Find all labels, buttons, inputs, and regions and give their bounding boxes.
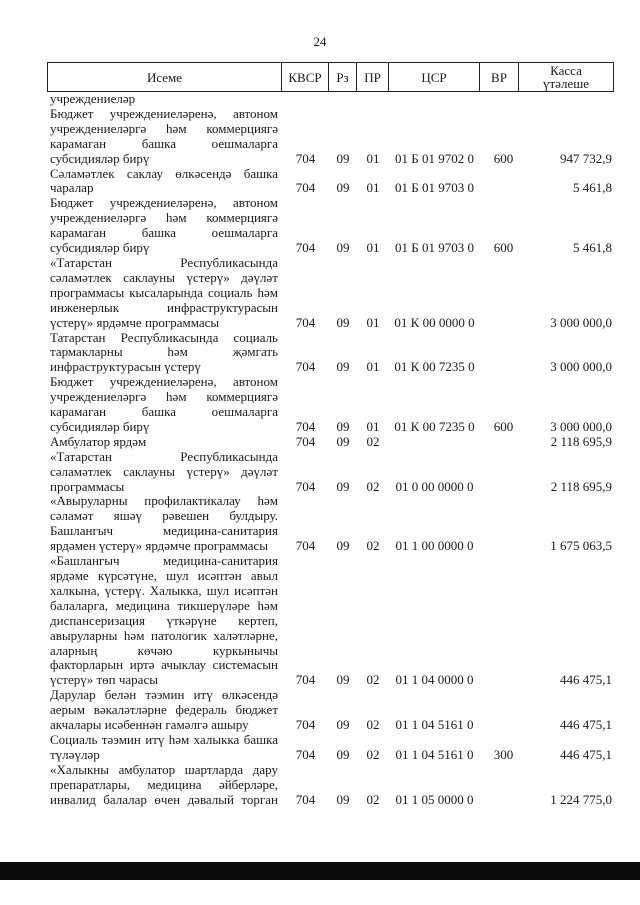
name-line: акчалары исәбеннән гамәлгә ашыру — [50, 717, 249, 733]
csr-cell: 01 Б 01 9702 0 — [395, 150, 474, 166]
name-line: сәламәт яшәү рәвешен булдыру. — [50, 508, 278, 524]
pr-cell: 02 — [366, 717, 380, 733]
column-header-name: Исеме — [47, 62, 282, 92]
name-line: программасы кысаларында социаль һәм — [50, 284, 278, 300]
kvsr-cell: 704 — [295, 150, 316, 166]
name-cell — [47, 494, 282, 554]
amount-cell: 2 118 695,9 — [550, 433, 612, 449]
name-line: учреждениеләргә һәм коммерциягә — [50, 120, 278, 136]
table-row — [47, 494, 614, 554]
column-header-amount-line: Касса — [550, 63, 582, 78]
name-line: «Халыкны амбулатор шартларда дару — [50, 761, 278, 777]
name-line: халкына, үстерү. Халыкка, шул исәптән — [50, 582, 278, 598]
kvsr-cell: 704 — [295, 418, 316, 434]
table-row — [47, 375, 614, 435]
table-row — [47, 450, 614, 495]
pr-cell: 02 — [366, 746, 380, 762]
name-cell — [47, 733, 282, 763]
name-line: «Башлангыч медицина-санитария — [50, 553, 278, 569]
kvsr-cell: 704 — [295, 746, 316, 762]
name-line: препаратлары, медицина әйберләре, — [50, 776, 278, 792]
pr-cell: 02 — [366, 672, 380, 688]
rz-cell: 09 — [336, 150, 350, 166]
name-line: субсидияләр бирү — [50, 418, 150, 434]
name-line: диспансеризация үткәрүне кертеп, — [50, 612, 278, 628]
amount-cell: 446 475,1 — [560, 672, 612, 688]
column-header-amount-line: үтәлеше — [543, 76, 589, 91]
amount-cell: 3 000 000,0 — [550, 359, 612, 375]
csr-cell: 01 0 00 0000 0 — [395, 478, 474, 494]
table-body — [47, 92, 614, 808]
name-cell — [47, 167, 282, 197]
vr-cell: 600 — [493, 150, 514, 166]
csr-cell: 01 1 04 5161 0 — [395, 746, 474, 762]
name-cell — [47, 196, 282, 256]
csr-cell: 01 Б 01 9703 0 — [395, 240, 474, 256]
csr-cell: 01 1 05 0000 0 — [395, 791, 474, 807]
amount-cell: 2 118 695,9 — [550, 478, 612, 494]
name-line: балаларга, медицина тикшерүләре һәм — [50, 597, 278, 613]
kvsr-cell: 704 — [295, 672, 316, 688]
name-line: программасы — [50, 478, 125, 494]
pr-cell: 01 — [366, 418, 380, 434]
rz-cell: 09 — [336, 478, 350, 494]
name-cell — [47, 435, 282, 450]
rz-cell: 09 — [336, 418, 350, 434]
table-row — [47, 196, 614, 256]
csr-cell: 01 Б 01 9703 0 — [395, 180, 474, 196]
table-row — [47, 107, 614, 167]
name-line: карамаган башка оешмаларга — [50, 404, 278, 420]
amount-cell: 1 675 063,5 — [550, 538, 612, 554]
name-line: учреждениеләр — [50, 91, 136, 106]
column-header-rz: Рз — [329, 62, 357, 92]
name-cell — [47, 450, 282, 495]
column-header-csr: ЦСР — [389, 62, 480, 92]
rz-cell: 09 — [336, 717, 350, 733]
csr-cell: 01 К 00 0000 0 — [394, 314, 475, 330]
pr-cell: 01 — [366, 359, 380, 375]
name-line: инвалид балалар өчен дәвалый торган — [50, 791, 278, 807]
amount-cell: 3 000 000,0 — [550, 418, 612, 434]
table-row — [47, 554, 614, 688]
name-line: аларның көчәю куркынычы — [50, 642, 278, 658]
table-row — [47, 167, 614, 197]
name-line: инфраструктурасын үстерү — [50, 359, 201, 375]
name-line: «Авыруларны профилактикалау һәм — [50, 493, 278, 509]
amount-cell: 446 475,1 — [560, 717, 612, 733]
name-line: «Татарстан Республикасында — [50, 448, 278, 464]
csr-cell: 01 1 00 0000 0 — [395, 538, 474, 554]
name-line: үстерү» ярдәмче программасы — [50, 314, 220, 330]
name-line: Бюджет учреждениеләренә, автоном — [50, 105, 278, 121]
kvsr-cell: 704 — [295, 314, 316, 330]
table-row — [47, 733, 614, 763]
rz-cell: 09 — [336, 180, 350, 196]
rz-cell: 09 — [336, 538, 350, 554]
amount-cell: 5 461,8 — [573, 240, 612, 256]
pr-cell: 02 — [366, 791, 380, 807]
name-line: субсидияләр бирү — [50, 150, 150, 166]
scan-border-bar — [0, 862, 640, 880]
rz-cell: 09 — [336, 433, 350, 449]
name-cell — [47, 107, 282, 167]
name-line: чаралар — [50, 180, 94, 196]
name-line: учреждениеләргә һәм коммерциягә — [50, 389, 278, 405]
pr-cell: 02 — [366, 478, 380, 494]
pr-cell: 02 — [366, 538, 380, 554]
name-cell — [47, 554, 282, 688]
name-line: «Татарстан Республикасында — [50, 254, 278, 270]
kvsr-cell: 704 — [295, 478, 316, 494]
table-row — [47, 92, 614, 107]
name-cell — [47, 92, 282, 107]
pr-cell: 01 — [366, 240, 380, 256]
column-header-amount — [519, 62, 614, 92]
name-line: үстерү» төп чарасы — [50, 672, 158, 688]
amount-cell: 5 461,8 — [573, 180, 612, 196]
kvsr-cell: 704 — [295, 433, 316, 449]
name-line: инженерлык инфраструктурасын — [50, 299, 278, 315]
table-row — [47, 763, 614, 808]
name-line: түләүләр — [50, 746, 100, 762]
rz-cell: 09 — [336, 240, 350, 256]
name-line: субсидияләр бирү — [50, 240, 150, 256]
name-line: аерым вәкаләтләрне федераль бюджет — [50, 702, 278, 718]
kvsr-cell: 704 — [295, 240, 316, 256]
amount-cell: 947 732,9 — [560, 150, 612, 166]
csr-cell: 01 1 04 0000 0 — [395, 672, 474, 688]
pr-cell: 02 — [366, 433, 380, 449]
vr-cell: 600 — [493, 240, 514, 256]
name-line: Дарулар белән тәэмин итү өлкәсендә — [50, 687, 278, 703]
column-header-pr: ПР — [357, 62, 389, 92]
kvsr-cell: 704 — [295, 538, 316, 554]
name-line: Сәламәтлек саклау өлкәсендә башка — [50, 165, 278, 181]
kvsr-cell: 704 — [295, 180, 316, 196]
csr-cell: 01 К 00 7235 0 — [394, 359, 475, 375]
kvsr-cell: 704 — [295, 359, 316, 375]
name-line: Социаль тәэмин итү һәм халыкка башка — [50, 731, 278, 747]
name-line: сәламәтлек саклауны үстерү» дәүләт — [50, 463, 278, 479]
name-line: карамаган башка оешмаларга — [50, 225, 278, 241]
vr-cell: 600 — [493, 418, 514, 434]
name-line: ярдәме күрсәтүне, шул исәптән авыл — [50, 568, 278, 583]
name-cell — [47, 763, 282, 808]
pr-cell: 01 — [366, 150, 380, 166]
name-line: тармакларны һәм җәмгать — [50, 344, 278, 360]
table-row — [47, 435, 614, 450]
rz-cell: 09 — [336, 314, 350, 330]
rz-cell: 09 — [336, 746, 350, 762]
rz-cell: 09 — [336, 672, 350, 688]
column-header-kvsr: КВСР — [282, 62, 329, 92]
table-row — [47, 331, 614, 376]
name-line: авыруларны һәм патологик халәтләрне, — [50, 627, 278, 643]
amount-cell: 446 475,1 — [560, 746, 612, 762]
name-line: Амбулатор ярдәм — [50, 433, 147, 449]
amount-cell: 1 224 775,0 — [550, 791, 612, 807]
name-line: сәламәтлек саклауны үстерү» дәүләт — [50, 269, 278, 285]
name-line: Татарстан Республикасында социаль — [50, 329, 278, 345]
name-cell — [47, 331, 282, 376]
name-line: Бюджет учреждениеләренә, автоном — [50, 195, 278, 211]
rz-cell: 09 — [336, 359, 350, 375]
name-line: Бюджет учреждениеләренә, автоном — [50, 374, 278, 390]
page-number: 24 — [313, 34, 327, 49]
name-line: Башлангыч медицина-санитария — [50, 523, 278, 539]
table-row — [47, 256, 614, 331]
pr-cell: 01 — [366, 180, 380, 196]
amount-cell: 3 000 000,0 — [550, 314, 612, 330]
kvsr-cell: 704 — [295, 717, 316, 733]
name-line: факторларын иртә ачыклау системасын — [50, 657, 278, 673]
name-cell — [47, 375, 282, 435]
vr-cell: 300 — [493, 746, 514, 762]
column-header-vr: ВР — [480, 62, 519, 92]
name-line: карамаган башка оешмаларга — [50, 135, 278, 151]
name-line: учреждениеләргә һәм коммерциягә — [50, 210, 278, 226]
budget-table — [47, 62, 614, 808]
kvsr-cell: 704 — [295, 791, 316, 807]
name-line: ярдәмен үстерү» ярдәмче программасы — [50, 538, 269, 554]
pr-cell: 01 — [366, 314, 380, 330]
table-header-row — [47, 62, 614, 92]
table-row — [47, 688, 614, 733]
csr-cell: 01 1 04 5161 0 — [395, 717, 474, 733]
name-cell — [47, 688, 282, 733]
csr-cell: 01 К 00 7235 0 — [394, 418, 475, 434]
name-cell — [47, 256, 282, 331]
rz-cell: 09 — [336, 791, 350, 807]
